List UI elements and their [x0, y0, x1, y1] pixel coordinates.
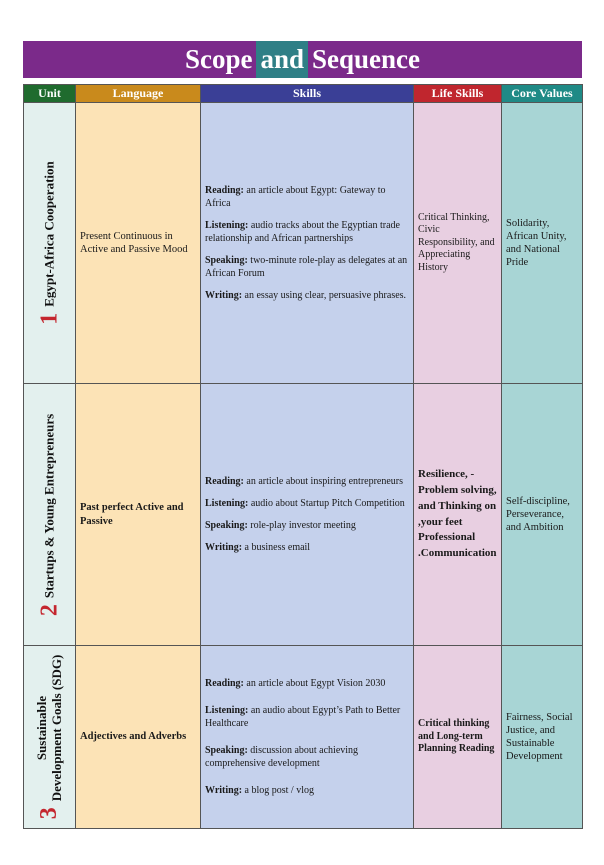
header-core-values: Core Values — [502, 85, 583, 103]
unit-row-1 — [24, 103, 583, 384]
skill-speaking-3: Speaking: discussion about achieving comprehensive development — [205, 745, 359, 769]
unit-name-3 — [35, 655, 65, 802]
skill-writing-3: Writing: a blog post / vlog — [205, 785, 314, 796]
core-values-2: Self-discipline, Perseverance, and Ambition — [502, 384, 583, 646]
core-values-3: Fairness, Social Justice, and Sustainable Development — [502, 646, 583, 829]
scope-table — [23, 84, 583, 829]
unit-row-3 — [24, 646, 583, 829]
unit-number-2: 2 — [36, 603, 62, 616]
unit-number-1: 1 — [36, 312, 62, 325]
unit-cell-2 — [24, 384, 76, 646]
title-part-scope: Scope — [184, 44, 253, 74]
header-row — [24, 85, 583, 103]
skill-listening-3: Listening: an audio about Egypt’s Path to Better Healthcare — [205, 705, 401, 729]
language-3: Adjectives and Adverbs — [76, 646, 201, 829]
skill-writing-2: Writing: a business email — [205, 542, 311, 553]
language-1: Present Continuous in Active and Passive Mood — [76, 103, 201, 384]
header-unit: Unit — [24, 85, 76, 103]
header-skills: Skills — [201, 85, 414, 103]
page-title — [23, 41, 582, 78]
header-language: Language — [76, 85, 201, 103]
unit-name-3-line2: Development Goals (SDG) — [48, 654, 64, 802]
skills-3 — [201, 646, 414, 829]
skills-1 — [201, 103, 414, 384]
header-life-skills: Life Skills — [414, 85, 502, 103]
unit-number-3: 3 — [36, 807, 62, 820]
unit-name-1: Egypt-Africa Cooperation — [41, 161, 57, 307]
skill-listening-2: Listening: audio about Startup Pitch Competition — [205, 498, 405, 509]
skill-listening-1: Listening: audio tracks about the Egyptian trade relationship and African partnerships — [205, 220, 400, 244]
unit-cell-1 — [24, 103, 76, 384]
unit-label-3 — [35, 655, 65, 820]
unit-label-2 — [36, 413, 63, 615]
life-skills-2: Resilience, -Problem solving, and Thinking on ,your feet Professional .Communication — [414, 384, 502, 646]
life-skills-1: Critical Thinking, Civic Responsibility, and Appreciating History — [414, 103, 502, 384]
unit-name-3-line1: Sustainable — [33, 695, 49, 761]
skill-writing-1: Writing: an essay using clear, persuasive phrases. — [205, 290, 407, 301]
core-values-1: Solidarity, African Unity, and National Pride — [502, 103, 583, 384]
skill-reading-1: Reading: an article about Egypt: Gateway to Africa — [205, 185, 386, 209]
skill-reading-3: Reading: an article about Egypt Vision 2030 — [205, 678, 386, 689]
skill-speaking-1: Speaking: two-minute role-play as delegates at an African Forum — [205, 255, 408, 279]
language-2: Past perfect Active and Passive — [76, 384, 201, 646]
skill-reading-2: Reading: an article about inspiring entrepreneurs — [205, 476, 404, 487]
title-part-sequence: Sequence — [312, 44, 421, 74]
unit-cell-3 — [24, 646, 76, 829]
skills-2 — [201, 384, 414, 646]
skill-speaking-2: Speaking: role-play investor meeting — [205, 520, 356, 531]
title-part-and: and — [256, 41, 308, 78]
unit-row-2 — [24, 384, 583, 646]
life-skills-3: Critical thinking and Long-term Planning Reading — [414, 646, 502, 829]
unit-label-1 — [36, 161, 63, 325]
unit-name-2: Startups & Young Entrepreneurs — [41, 413, 57, 598]
